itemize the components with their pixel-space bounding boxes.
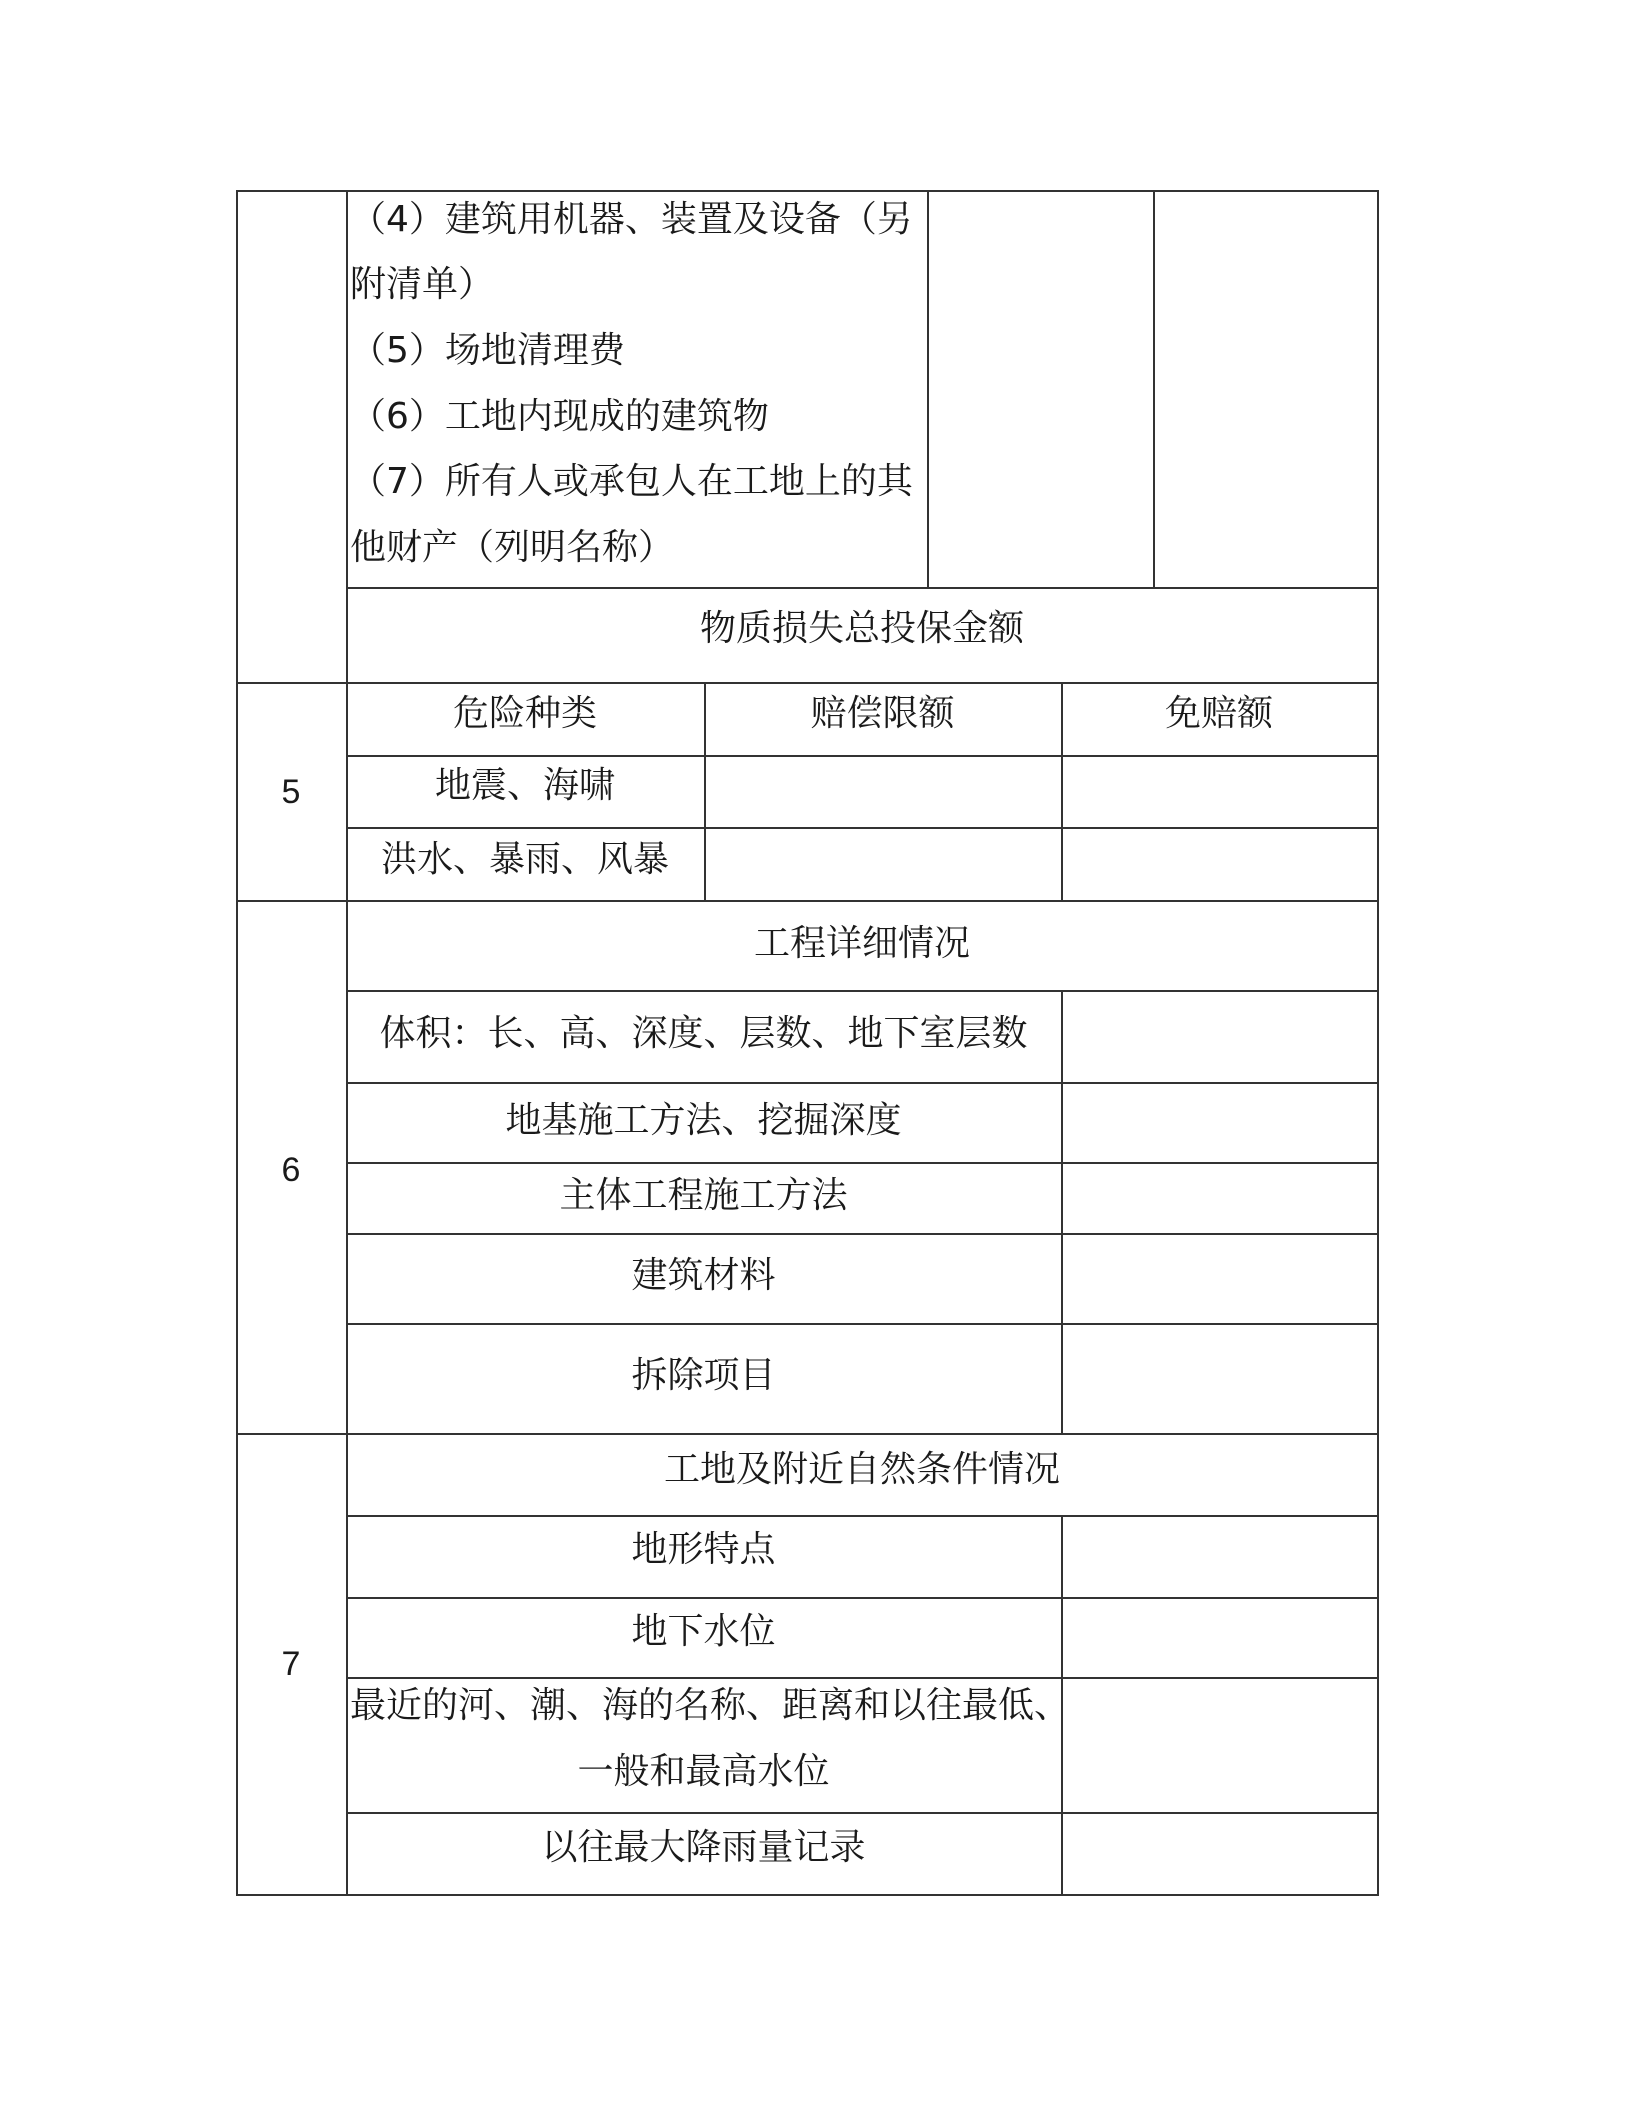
section6-divider	[1061, 990, 1063, 1434]
section6-number: 6	[281, 1151, 301, 1189]
section7-row-rainfall: 以往最大降雨量记录	[541, 1827, 866, 1868]
section7-row-line-3	[346, 1677, 1378, 1679]
section4-item-7a: （7）所有人或承包人在工地上的其	[350, 461, 913, 502]
section6-row-demolition: 拆除项目	[631, 1355, 776, 1396]
section5-row-line-1	[346, 755, 1378, 757]
section6-top	[236, 900, 1378, 902]
table-border-left	[236, 190, 238, 1896]
section6-row-line-4	[346, 1233, 1378, 1235]
section6-row-line-3	[346, 1162, 1378, 1164]
section5-header-deductible: 免赔额	[1164, 693, 1273, 734]
section7-row-line-1	[346, 1515, 1378, 1517]
section5-row-line-2	[346, 827, 1378, 829]
section6-row-line-5	[346, 1323, 1378, 1325]
section7-number: 7	[281, 1645, 301, 1683]
section5-row-flood: 洪水、暴雨、风暴	[380, 839, 669, 880]
section6-row-volume: 体积：长、高、深度、层数、地下室层数	[379, 1013, 1028, 1054]
section7-top	[236, 1433, 1378, 1435]
section7-row-groundwater: 地下水位	[631, 1611, 776, 1652]
section6-row-foundation: 地基施工方法、挖掘深度	[505, 1100, 902, 1141]
section6-row-main-method: 主体工程施工方法	[559, 1175, 848, 1216]
section4-item-4a: （4）建筑用机器、装置及设备（另	[350, 199, 913, 240]
section6-row-line-1	[346, 990, 1378, 992]
section4-item-6: （6）工地内现成的建筑物	[350, 396, 769, 437]
section7-row-line-2	[346, 1597, 1378, 1599]
table-border-bottom	[236, 1894, 1378, 1896]
section6-title: 工程详细情况	[753, 923, 970, 964]
section6-row-materials: 建筑材料	[631, 1255, 776, 1296]
section5-number: 5	[281, 773, 301, 811]
section4-total-label: 物质损失总投保金额	[699, 608, 1024, 649]
section7-row-terrain: 地形特点	[631, 1529, 776, 1570]
section5-header-risk-type: 危险种类	[452, 693, 597, 734]
section4-item-7b: 他财产（列明名称）	[350, 527, 675, 568]
table-border-top	[236, 190, 1378, 192]
table-border-right	[1377, 190, 1379, 1896]
section4-item-5: （5）场地清理费	[350, 330, 625, 371]
section4-divider-1	[927, 190, 929, 588]
section7-row-waters-line2: 一般和最高水位	[577, 1751, 830, 1792]
section7-row-waters-line1: 最近的河、潮、海的名称、距离和以往最低、	[350, 1685, 1071, 1726]
section7-title: 工地及附近自然条件情况	[663, 1449, 1060, 1490]
section5-header-limit: 赔偿限额	[810, 693, 955, 734]
section5-top	[236, 682, 1378, 684]
section7-row-line-4	[346, 1812, 1378, 1814]
section4-item-4b: 附清单）	[350, 264, 495, 305]
section5-row-earthquake: 地震、海啸	[434, 765, 615, 806]
section6-row-line-2	[346, 1082, 1378, 1084]
section4-divider-2	[1153, 190, 1155, 588]
section4-total-top	[346, 587, 1378, 589]
